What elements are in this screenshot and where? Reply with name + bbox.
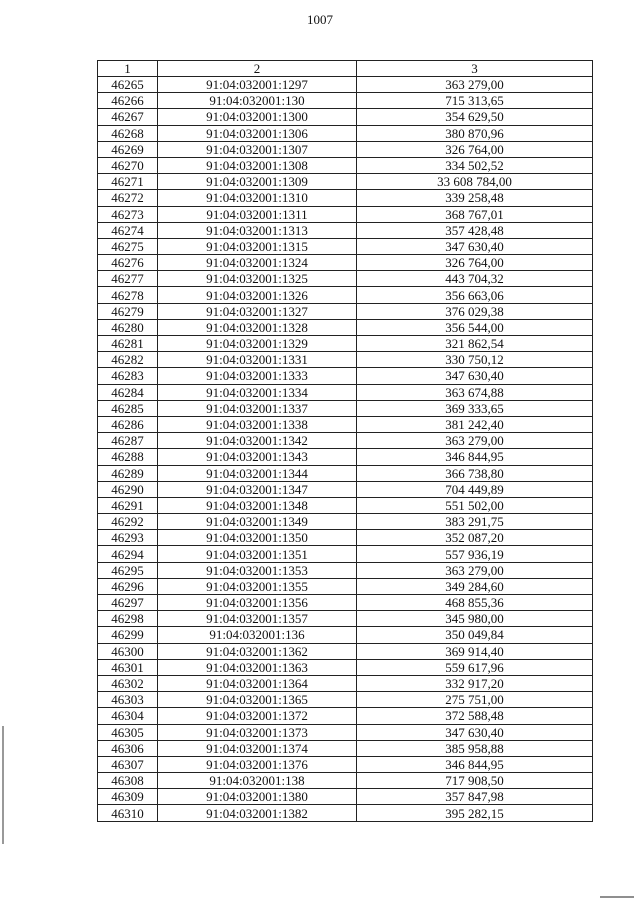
row-number-cell: 46270 <box>98 157 158 173</box>
cadastral-value-cell: 366 738,80 <box>357 465 593 481</box>
table-row <box>98 303 593 319</box>
table-row <box>98 805 593 821</box>
row-number-cell: 46278 <box>98 287 158 303</box>
cadastral-value-cell: 372 588,48 <box>357 708 593 724</box>
cadastral-value-cell: 330 750,12 <box>357 352 593 368</box>
cadastral-number-cell: 91:04:032001:1342 <box>158 433 357 449</box>
row-number-cell: 46268 <box>98 125 158 141</box>
column-header-3: 3 <box>357 61 593 77</box>
cadastral-value-cell: 559 617,96 <box>357 659 593 675</box>
scan-margin-mark <box>2 726 4 844</box>
row-number-cell: 46272 <box>98 190 158 206</box>
row-number-cell: 46303 <box>98 692 158 708</box>
row-number-cell: 46284 <box>98 384 158 400</box>
row-number-cell: 46288 <box>98 449 158 465</box>
cadastral-value-cell: 356 544,00 <box>357 319 593 335</box>
cadastral-value-cell: 715 313,65 <box>357 93 593 109</box>
table-row <box>98 206 593 222</box>
row-number-cell: 46296 <box>98 578 158 594</box>
table-row <box>98 481 593 497</box>
cadastral-number-cell: 91:04:032001:1376 <box>158 756 357 772</box>
cadastral-number-cell: 91:04:032001:1337 <box>158 400 357 416</box>
table-row <box>98 433 593 449</box>
table-row <box>98 77 593 93</box>
cadastral-value-cell: 321 862,54 <box>357 336 593 352</box>
row-number-cell: 46301 <box>98 659 158 675</box>
cadastral-number-cell: 91:04:032001:1373 <box>158 724 357 740</box>
cadastral-value-cell: 368 767,01 <box>357 206 593 222</box>
row-number-cell: 46299 <box>98 627 158 643</box>
cadastral-value-cell: 347 630,40 <box>357 238 593 254</box>
cadastral-number-cell: 91:04:032001:1326 <box>158 287 357 303</box>
cadastral-number-cell: 91:04:032001:1309 <box>158 174 357 190</box>
cadastral-value-cell: 346 844,95 <box>357 449 593 465</box>
table-header-row <box>98 61 593 77</box>
cadastral-number-cell: 91:04:032001:1363 <box>158 659 357 675</box>
table-row <box>98 756 593 772</box>
cadastral-number-cell: 91:04:032001:1349 <box>158 514 357 530</box>
cadastral-number-cell: 91:04:032001:1344 <box>158 465 357 481</box>
table-row <box>98 416 593 432</box>
row-number-cell: 46291 <box>98 497 158 513</box>
table-row <box>98 611 593 627</box>
cadastral-number-cell: 91:04:032001:1380 <box>158 789 357 805</box>
cadastral-value-cell: 557 936,19 <box>357 546 593 562</box>
table-row <box>98 352 593 368</box>
table-row <box>98 562 593 578</box>
row-number-cell: 46304 <box>98 708 158 724</box>
cadastral-value-cell: 346 844,95 <box>357 756 593 772</box>
cadastral-number-cell: 91:04:032001:1343 <box>158 449 357 465</box>
row-number-cell: 46308 <box>98 773 158 789</box>
table-row <box>98 692 593 708</box>
row-number-cell: 46281 <box>98 336 158 352</box>
scan-corner-mark <box>600 896 634 898</box>
table-row <box>98 546 593 562</box>
cadastral-number-cell: 91:04:032001:1362 <box>158 643 357 659</box>
table-row <box>98 578 593 594</box>
table-row <box>98 336 593 352</box>
cadastral-value-cell: 326 764,00 <box>357 141 593 157</box>
cadastral-number-cell: 91:04:032001:1300 <box>158 109 357 125</box>
row-number-cell: 46265 <box>98 77 158 93</box>
table-row <box>98 627 593 643</box>
page-number: 1007 <box>307 12 333 27</box>
cadastral-value-cell: 347 630,40 <box>357 368 593 384</box>
cadastral-value-cell: 332 917,20 <box>357 675 593 691</box>
cadastral-number-cell: 91:04:032001:1325 <box>158 271 357 287</box>
cadastral-number-cell: 91:04:032001:1355 <box>158 578 357 594</box>
cadastral-number-cell: 91:04:032001:1334 <box>158 384 357 400</box>
row-number-cell: 46285 <box>98 400 158 416</box>
cadastral-value-cell: 381 242,40 <box>357 416 593 432</box>
cadastral-number-cell: 91:04:032001:1327 <box>158 303 357 319</box>
cadastral-value-cell: 717 908,50 <box>357 773 593 789</box>
table-row <box>98 368 593 384</box>
cadastral-value-cell: 551 502,00 <box>357 497 593 513</box>
table-row <box>98 773 593 789</box>
cadastral-value-table <box>97 60 593 822</box>
cadastral-value-cell: 345 980,00 <box>357 611 593 627</box>
row-number-cell: 46302 <box>98 675 158 691</box>
table-row <box>98 190 593 206</box>
cadastral-number-cell: 91:04:032001:1328 <box>158 319 357 335</box>
table-row <box>98 449 593 465</box>
cadastral-value-cell: 339 258,48 <box>357 190 593 206</box>
cadastral-number-cell: 91:04:032001:1351 <box>158 546 357 562</box>
table-row <box>98 789 593 805</box>
cadastral-value-cell: 443 704,32 <box>357 271 593 287</box>
cadastral-number-cell: 91:04:032001:1308 <box>158 157 357 173</box>
cadastral-value-cell: 363 279,00 <box>357 77 593 93</box>
table-row <box>98 497 593 513</box>
cadastral-number-cell: 91:04:032001:136 <box>158 627 357 643</box>
table-row <box>98 93 593 109</box>
row-number-cell: 46275 <box>98 238 158 254</box>
row-number-cell: 46290 <box>98 481 158 497</box>
cadastral-number-cell: 91:04:032001:1297 <box>158 77 357 93</box>
row-number-cell: 46282 <box>98 352 158 368</box>
cadastral-number-cell: 91:04:032001:1329 <box>158 336 357 352</box>
row-number-cell: 46300 <box>98 643 158 659</box>
cadastral-number-cell: 91:04:032001:1372 <box>158 708 357 724</box>
table-row <box>98 238 593 254</box>
table-row <box>98 465 593 481</box>
row-number-cell: 46294 <box>98 546 158 562</box>
cadastral-number-cell: 91:04:032001:1350 <box>158 530 357 546</box>
table-row <box>98 157 593 173</box>
cadastral-value-cell: 395 282,15 <box>357 805 593 821</box>
cadastral-number-cell: 91:04:032001:1324 <box>158 255 357 271</box>
row-number-cell: 46310 <box>98 805 158 821</box>
cadastral-value-cell: 357 847,98 <box>357 789 593 805</box>
row-number-cell: 46280 <box>98 319 158 335</box>
cadastral-value-cell: 334 502,52 <box>357 157 593 173</box>
table-row <box>98 643 593 659</box>
cadastral-value-cell: 369 333,65 <box>357 400 593 416</box>
cadastral-number-cell: 91:04:032001:1382 <box>158 805 357 821</box>
row-number-cell: 46274 <box>98 222 158 238</box>
row-number-cell: 46305 <box>98 724 158 740</box>
cadastral-number-cell: 91:04:032001:1347 <box>158 481 357 497</box>
row-number-cell: 46269 <box>98 141 158 157</box>
table-row <box>98 141 593 157</box>
cadastral-value-cell: 369 914,40 <box>357 643 593 659</box>
cadastral-number-cell: 91:04:032001:1331 <box>158 352 357 368</box>
cadastral-number-cell: 91:04:032001:1306 <box>158 125 357 141</box>
table-row <box>98 109 593 125</box>
cadastral-value-cell: 354 629,50 <box>357 109 593 125</box>
cadastral-value-cell: 704 449,89 <box>357 481 593 497</box>
table-row <box>98 400 593 416</box>
cadastral-number-cell: 91:04:032001:1348 <box>158 497 357 513</box>
cadastral-value-cell: 33 608 784,00 <box>357 174 593 190</box>
row-number-cell: 46293 <box>98 530 158 546</box>
cadastral-number-cell: 91:04:032001:1356 <box>158 595 357 611</box>
table-row <box>98 174 593 190</box>
cadastral-value-cell: 363 279,00 <box>357 562 593 578</box>
row-number-cell: 46283 <box>98 368 158 384</box>
table-row <box>98 530 593 546</box>
row-number-cell: 46297 <box>98 595 158 611</box>
cadastral-number-cell: 91:04:032001:1333 <box>158 368 357 384</box>
table-row <box>98 724 593 740</box>
table-row <box>98 740 593 756</box>
column-header-1: 1 <box>98 61 158 77</box>
row-number-cell: 46279 <box>98 303 158 319</box>
table-row <box>98 255 593 271</box>
cadastral-value-cell: 275 751,00 <box>357 692 593 708</box>
cadastral-value-cell: 363 279,00 <box>357 433 593 449</box>
row-number-cell: 46309 <box>98 789 158 805</box>
table-row <box>98 125 593 141</box>
cadastral-number-cell: 91:04:032001:138 <box>158 773 357 789</box>
cadastral-number-cell: 91:04:032001:1338 <box>158 416 357 432</box>
row-number-cell: 46295 <box>98 562 158 578</box>
cadastral-number-cell: 91:04:032001:1357 <box>158 611 357 627</box>
cadastral-value-cell: 350 049,84 <box>357 627 593 643</box>
table-row <box>98 708 593 724</box>
cadastral-number-cell: 91:04:032001:1307 <box>158 141 357 157</box>
table-row <box>98 514 593 530</box>
column-header-2: 2 <box>158 61 357 77</box>
row-number-cell: 46289 <box>98 465 158 481</box>
table-row <box>98 384 593 400</box>
row-number-cell: 46298 <box>98 611 158 627</box>
cadastral-number-cell: 91:04:032001:1364 <box>158 675 357 691</box>
cadastral-number-cell: 91:04:032001:1365 <box>158 692 357 708</box>
cadastral-number-cell: 91:04:032001:1313 <box>158 222 357 238</box>
row-number-cell: 46287 <box>98 433 158 449</box>
table-row <box>98 319 593 335</box>
row-number-cell: 46277 <box>98 271 158 287</box>
row-number-cell: 46273 <box>98 206 158 222</box>
cadastral-value-cell: 326 764,00 <box>357 255 593 271</box>
cadastral-number-cell: 91:04:032001:1311 <box>158 206 357 222</box>
cadastral-number-cell: 91:04:032001:1374 <box>158 740 357 756</box>
table-row <box>98 271 593 287</box>
row-number-cell: 46271 <box>98 174 158 190</box>
cadastral-number-cell: 91:04:032001:1315 <box>158 238 357 254</box>
table-row <box>98 595 593 611</box>
table-row <box>98 675 593 691</box>
cadastral-value-cell: 383 291,75 <box>357 514 593 530</box>
table-row <box>98 287 593 303</box>
cadastral-value-cell: 385 958,88 <box>357 740 593 756</box>
cadastral-value-cell: 347 630,40 <box>357 724 593 740</box>
cadastral-value-cell: 352 087,20 <box>357 530 593 546</box>
cadastral-value-cell: 380 870,96 <box>357 125 593 141</box>
row-number-cell: 46286 <box>98 416 158 432</box>
table-row <box>98 222 593 238</box>
row-number-cell: 46267 <box>98 109 158 125</box>
cadastral-number-cell: 91:04:032001:1310 <box>158 190 357 206</box>
cadastral-value-cell: 376 029,38 <box>357 303 593 319</box>
row-number-cell: 46307 <box>98 756 158 772</box>
row-number-cell: 46292 <box>98 514 158 530</box>
row-number-cell: 46306 <box>98 740 158 756</box>
table-row <box>98 659 593 675</box>
cadastral-value-cell: 363 674,88 <box>357 384 593 400</box>
cadastral-number-cell: 91:04:032001:130 <box>158 93 357 109</box>
cadastral-value-cell: 349 284,60 <box>357 578 593 594</box>
cadastral-value-cell: 468 855,36 <box>357 595 593 611</box>
cadastral-value-cell: 356 663,06 <box>357 287 593 303</box>
cadastral-number-cell: 91:04:032001:1353 <box>158 562 357 578</box>
row-number-cell: 46266 <box>98 93 158 109</box>
row-number-cell: 46276 <box>98 255 158 271</box>
cadastral-value-cell: 357 428,48 <box>357 222 593 238</box>
